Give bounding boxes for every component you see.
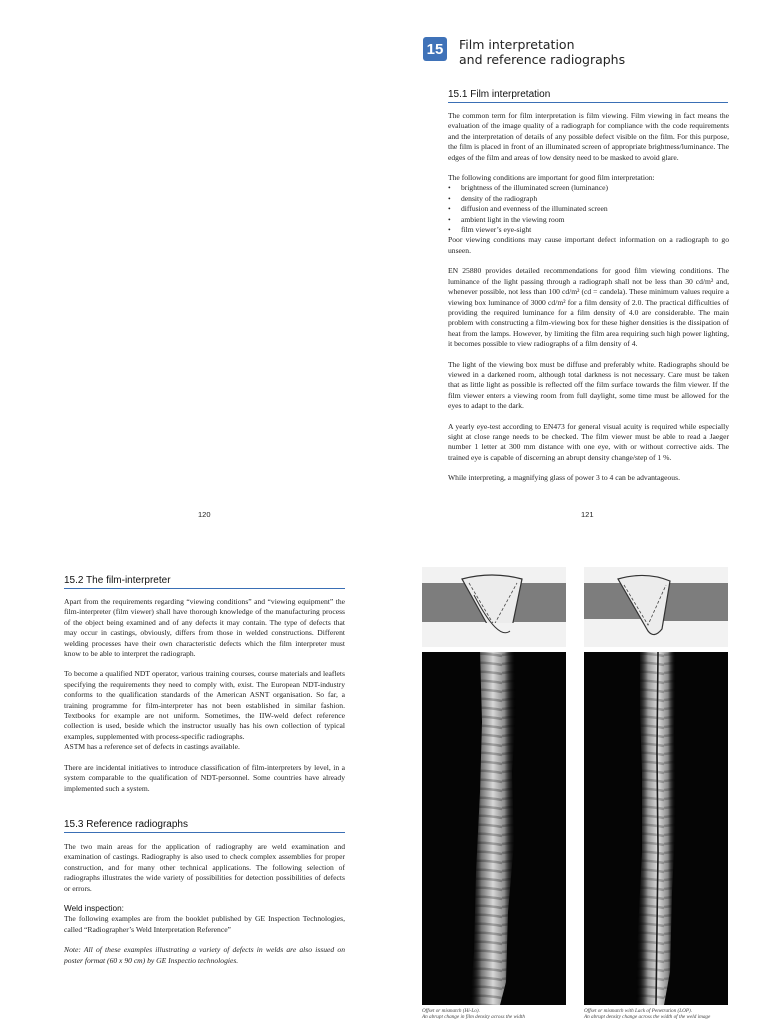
chapter-number-badge — [423, 37, 447, 61]
section-15-1-body — [448, 111, 729, 484]
section-15-1-heading: 15.1 Film interpretation — [448, 89, 728, 103]
section-15-2-body — [64, 597, 345, 794]
chapter-title-line1: Film interpretation — [459, 37, 575, 52]
paragraph: The following examples are from the booklet published by GE Inspection Technologies, called “Radiographer’s Weld Interpretation Reference” — [64, 914, 345, 934]
note: Note: All of these examples illustrating a variety of defects in welds are also issued on poster format (60 x 90 cm) by GE Inspectio technologies. — [64, 945, 345, 965]
caption-line: An abrupt change in film density across the width — [422, 1014, 525, 1021]
paragraph: A yearly eye-test according to EN473 for general visual acuity is required while especially sight at close range needs to be checked. The film viewer must be able to read a Jaeger number 1 letter at 300 mm distance with one eye, with or without corrective aids. The trained eye is capable of discerning an abrupt density change/step of 1 %. — [448, 421, 729, 462]
conditions-intro: The following conditions are important for good film interpretation: — [448, 173, 655, 183]
radiograph-image — [584, 652, 728, 1005]
paragraph: The light of the viewing box must be diffuse and preferably white. Radiographs should be viewed in a darkened room, although total darkness is not necessary. Care must be taken that as little light as possible is reflected off the film surface towards the film viewer. If the film viewer enters a viewing room from full daylight, some time must be allowed for the eyes to adapt to the dark. — [448, 359, 729, 411]
caption-line: An abrupt density change across the width of the weld image — [584, 1014, 711, 1021]
chapter-title — [459, 37, 625, 67]
section-15-2-heading: 15.2 The film-interpreter — [64, 575, 345, 589]
chapter-title-line2: and reference radiographs — [459, 52, 626, 67]
conditions-list — [448, 183, 729, 235]
list-item: • density of the radiograph — [448, 194, 729, 204]
chapter-number: 15 — [426, 40, 444, 58]
paragraph: Apart from the requirements regarding “viewing conditions” and “viewing equipment” the film-interpreter (film viewer) shall have thorough knowledge of the manufacturing process of the object being examined and of any defects it may contain. The type of defects that may occur in castings, obviously, differs from those in welded constructions. Different welding processes have their own characteristic defects which the film interpreter must know to be able to interpret the radiograph. — [64, 597, 345, 659]
weld-cross-section-illustration — [584, 567, 728, 647]
paragraph: EN 25880 provides detailed recommendations for good film viewing conditions. The luminance of the light passing through a radiograph shall not be less than 30 cd/m² and, whenever possible, not less than 100 cd/m² (cd = candela). These minimum values require a viewing box luminance of 3000 cd/m² for a film density of 2.0. The practical difficulties of providing the required luminance for a film density of 4.0 are considerable. The main problem with constructing a film-viewing box for these higher densities is the dissipation of heat from the lamps. However, by limiting the film area requiring such high power lighting, it becomes possible to view radiographs of a film density of 4. — [448, 266, 729, 349]
paragraph: There are incidental initiatives to introduce classification of film-interpreters by level, in a system comparable to the qualification of NDT-personnel. Some countries have already implemented such a system. — [64, 762, 345, 793]
paragraph: To become a qualified NDT operator, various training courses, course materials and leaflets specifying the requirements they need to comply with, exist. The European NDT-industry conforms to the qualification standards of the American ASNT organisation. So far, a training programme for film-interpreter has not been established in similar fashion. Textbooks for example are not uniform. Sometimes, the IIW-weld defect reference collection is used, beside which the instructor usually has his own collection of typical examples, supplemented with process-specific radiographs. — [64, 669, 345, 741]
list-item: • diffusion and evenness of the illuminated screen — [448, 204, 729, 214]
section-15-3-body — [64, 842, 345, 966]
paragraph: The two main areas for the application of radiography are weld examination and examination of castings. Radiography is also used to check complex assemblies for proper construction, and for many other technical applications. The following selection of radiographs illustrates the wide variety of possibilities for detection possibilities of defects or errors. — [64, 842, 345, 893]
paragraph: Poor viewing conditions may cause important defect information on a radiograph to go unseen. — [448, 235, 729, 255]
list-item: • brightness of the illuminated screen (luminance) — [448, 183, 729, 193]
page-number-right: 121 — [581, 510, 594, 519]
section-15-3-heading: 15.3 Reference radiographs — [64, 819, 345, 833]
figure-caption-1 — [422, 1008, 582, 1021]
weld-diagram-offset — [422, 567, 566, 647]
weld-diagram-offset-lop — [584, 567, 728, 647]
list-item: • film viewer’s eye-sight — [448, 225, 729, 235]
caption-line: Offset or mismatch with Lack of Penetration (LOP). — [584, 1008, 693, 1014]
caption-line: Offset or mismatch (Hi-Lo). — [422, 1008, 480, 1014]
paragraph: While interpreting, a magnifying glass of power 3 to 4 can be advantageous. — [448, 473, 680, 483]
weld-cross-section-illustration — [422, 567, 566, 647]
paragraph: ASTM has a reference set of defects in castings available. — [64, 742, 240, 752]
radiograph-image — [422, 652, 566, 1005]
paragraph: The common term for film interpretation is film viewing. Film viewing in fact means the evaluation of the image quality of a radiograph for compliance with the code requirements and the interpretation of details of any possible defect visible on the film. For this purpose, the film is placed in front of an illuminated screen of appropriate brightness/luminance. The edges of the film and areas of low density need to be masked to avoid glare. — [448, 111, 729, 162]
list-item: • ambient light in the viewing room — [448, 215, 729, 225]
figure-caption-2 — [584, 1008, 744, 1021]
radiograph-offset — [422, 652, 566, 1005]
weld-inspection-heading: Weld inspection: — [64, 904, 124, 914]
radiograph-offset-lop — [584, 652, 728, 1005]
page-number-left: 120 — [198, 510, 211, 519]
